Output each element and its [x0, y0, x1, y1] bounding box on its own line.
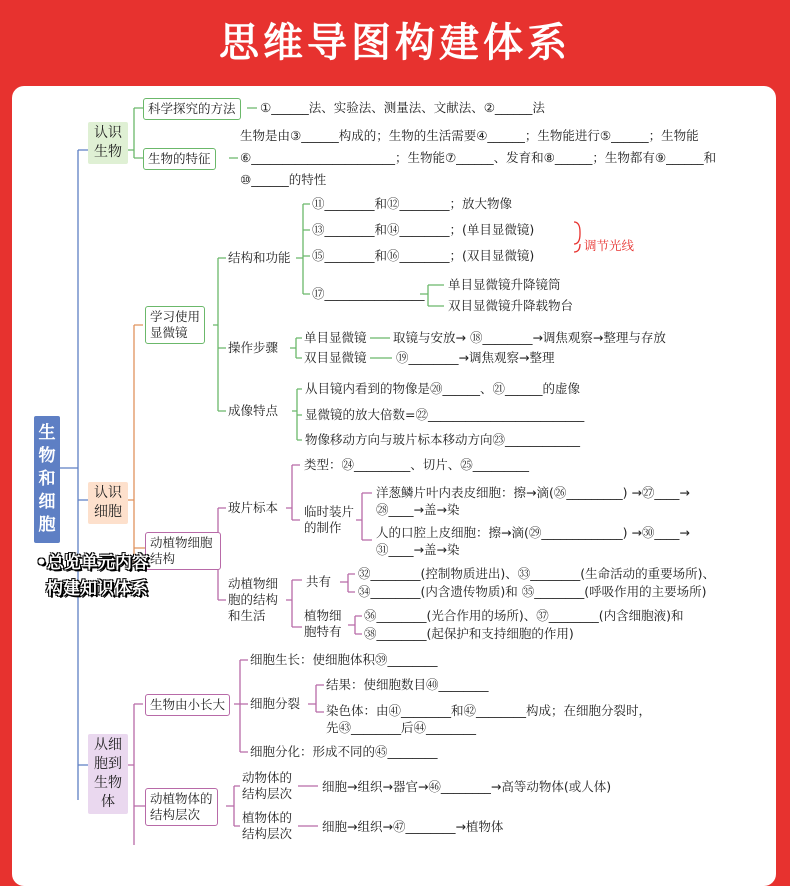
- common-label: 共有: [306, 574, 332, 589]
- cell-growth: 细胞生长：使细胞体积㊴________: [250, 652, 438, 667]
- binocular-focus: 双目显微镜升降载物台: [448, 298, 574, 313]
- division-result: 结果：使细胞数目㊵________: [326, 677, 489, 692]
- structure-item-2: ⑬________和⑭________；(单目显微镜): [312, 222, 535, 237]
- step-binocular-text: ⑲________→调焦观察→整理: [396, 350, 555, 365]
- features-line-2: ⑥_______________________；生物能⑦______、发育和⑧______；生物都有⑨______和: [240, 150, 717, 165]
- plant-line-1: ㊱________(光合作用的场所)、㊲________(内含细胞液)和: [364, 608, 684, 623]
- features-line-1: 生物是由③______构成的；生物的生活需要④______；生物能进行⑤______；生物能: [240, 128, 699, 143]
- cell-life-label: 动植物细 胞的结构 和生活: [228, 576, 279, 623]
- section-know-organisms: 认识 生物: [88, 122, 128, 164]
- methods-text: ①______法、实验法、测量法、文献法、②______法: [260, 100, 545, 115]
- section-know-cells: 认识 细胞: [88, 482, 128, 524]
- cell-structure-box: 动植物细胞结构: [145, 532, 221, 570]
- plant-line-2: ㊳________(起保护和支持细胞的作用): [364, 626, 574, 641]
- microscope-box: 学习使用 显微镜: [145, 306, 205, 344]
- common-line-1: ㉜________(控制物质进出)、㉝________(生命活动的重要场所)、: [358, 566, 716, 581]
- cell-differentiation: 细胞分化：形成不同的㊺________: [250, 744, 438, 759]
- steps-label: 操作步骤: [228, 340, 279, 355]
- page-title: 思维导图构建体系: [219, 20, 571, 66]
- animal-levels-label: 动物体的 结构层次: [242, 770, 293, 801]
- slide-types: 类型：㉔_________、切片、㉕_________: [304, 457, 530, 472]
- section-cell-to-organism: 从细 胞到 生物 体: [88, 734, 128, 814]
- structure-item-1: ⑪________和⑫________；放大物像: [312, 196, 513, 211]
- features-line-3: ⑩______的特性: [240, 172, 327, 187]
- onion-line-2: ㉘____→盖→染: [376, 502, 460, 517]
- structure-function-label: 结构和功能: [228, 250, 291, 265]
- plant-levels-label: 植物体的 结构层次: [242, 810, 293, 841]
- methods-box: 科学探究的方法: [143, 98, 241, 120]
- temp-slide-label: 临时装片 的制作: [304, 504, 355, 535]
- slide-label: 玻片标本: [228, 500, 279, 515]
- imaging-item-2: 显微镜的放大倍数=㉒_________________________: [305, 407, 585, 422]
- features-box: 生物的特征: [143, 148, 216, 170]
- imaging-label: 成像特点: [228, 403, 279, 418]
- monocular-focus: 单目显微镜升降镜筒: [448, 277, 561, 292]
- banner-line-1: •总览单元内容: [36, 553, 149, 573]
- cheek-line-1: 人的口腔上皮细胞：擦→滴(㉙_____________) →㉚____→: [376, 525, 690, 540]
- cell-division-label: 细胞分裂: [250, 696, 301, 711]
- adjust-light-label: 调节光线: [584, 238, 635, 253]
- plant-levels-text: 细胞→组织→㊼________→植物体: [322, 819, 504, 834]
- animal-levels-text: 细胞→组织→器官→㊻________→高等动物体(或人体): [322, 779, 612, 794]
- step-binocular-label: 双目显微镜: [304, 350, 367, 365]
- levels-box: 动植物体的 结构层次: [145, 788, 218, 826]
- step-monocular-text: 取镜与安放→ ⑱________→调焦观察→整理与存放: [393, 330, 666, 345]
- onion-line-1: 洋葱鳞片叶内表皮细胞：擦→滴(㉖_________) →㉗____→: [376, 485, 690, 500]
- step-monocular-label: 单目显微镜: [304, 330, 367, 345]
- imaging-item-3: 物像移动方向与玻片标本移动方向㉓____________: [305, 432, 581, 447]
- root-node: 生物和细胞: [34, 416, 60, 543]
- imaging-item-1: 从目镜内看到的物像是⑳______、㉑______的虚像: [305, 381, 581, 396]
- growth-box: 生物由小长大: [145, 694, 230, 716]
- common-line-2: ㉞________(内含遗传物质)和 ㉟________(呼吸作用的主要场所): [358, 584, 707, 599]
- structure-item-4: ⑰________________: [312, 286, 425, 301]
- division-chromosome-1: 染色体：由㊶________和㊷________构成；在细胞分裂时，: [326, 703, 652, 718]
- structure-item-3: ⑮________和⑯________；(双目显微镜): [312, 248, 535, 263]
- cheek-line-2: ㉛____→盖→染: [376, 542, 460, 557]
- division-chromosome-2: 先㊸________后㊹________: [326, 720, 477, 735]
- plant-only-label: 植物细 胞特有: [304, 608, 342, 639]
- banner-line-2: 构建知识体系: [46, 579, 148, 599]
